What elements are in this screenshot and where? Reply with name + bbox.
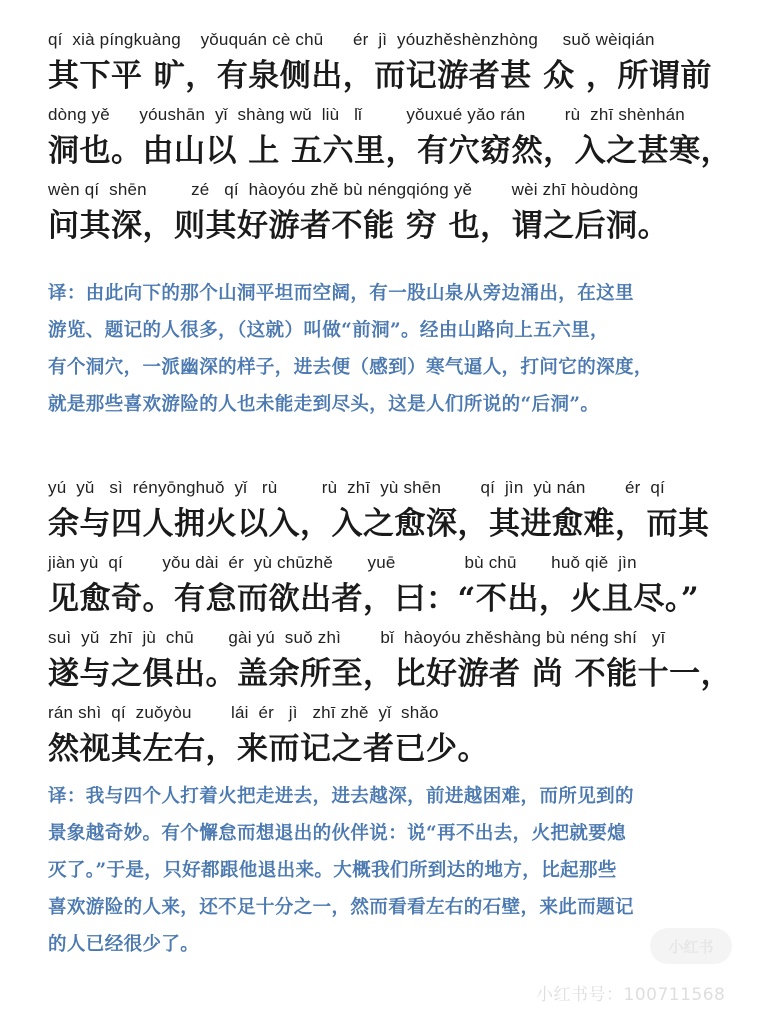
translation-line: 译：由此向下的那个山洞平坦而空阔，有一股山泉从旁边涌出，在这里 <box>48 283 634 304</box>
translation-line: 喜欢游险的人来，还不足十分之一，然而看看左右的石壁，来此而题记 <box>48 897 634 918</box>
pinyin-text: qí xià píngkuàng yǒuquán cè chū ér jì yóuzhěshènzhòng suǒ wèiqián <box>48 30 655 49</box>
translation-line: 就是那些喜欢游险的人也未能走到尽头，这是人们所说的“后洞”。 <box>48 394 600 415</box>
translation-line: 有个洞穴，一派幽深的样子，进去便（感到）寒气逼人，打问它的深度， <box>48 357 653 378</box>
pinyin-text: dòng yě yóushān yǐ shàng wǔ liù lǐ yǒuxué yǎo rán rù zhī shènhán <box>48 105 685 124</box>
watermark-logo: 小红书 <box>650 928 732 964</box>
pinyin-text: wèn qí shēn zé qí hàoyóu zhě bù néngqióng yě wèi zhī hòudòng <box>48 180 639 199</box>
translation-paragraph <box>48 275 738 423</box>
translation-line: 灭了。”于是，只好都跟他退出来。大概我们所到达的地方，比起那些 <box>48 860 617 881</box>
pinyin-text: rán shì qí zuǒyòu lái ér jì zhī zhě yǐ shǎo <box>48 703 439 722</box>
translation-line: 游览、题记的人很多，（这就）叫做“前洞”。经由山路向上五六里， <box>48 320 609 341</box>
pinyin-text: jiàn yù qí yǒu dài ér yù chūzhě yuē bù chū huǒ qiě jìn <box>48 553 637 572</box>
chinese-text: 见愈奇。有怠而欲出者，曰：“不出，火且尽。” <box>48 581 700 617</box>
chinese-text: 余与四人拥火以入，入之愈深，其进愈难，而其 <box>48 506 710 542</box>
chinese-text: 其下平 旷，有泉侧出，而记游者甚 众 ，所谓前 <box>48 58 712 94</box>
translation-line: 的人已经很少了。 <box>48 934 200 955</box>
translation-paragraph <box>48 778 738 963</box>
chinese-text: 遂与之俱出。盖余所至，比好游者 尚 不能十一， <box>48 656 733 692</box>
translation-line: 译：我与四个人打着火把走进去，进去越深，前进越困难，而所见到的 <box>48 786 634 807</box>
watermark-id: 小红书号：100711568 <box>536 985 726 1005</box>
pinyin-text: suì yǔ zhī jù chū gài yú suǒ zhì bǐ hàoyóu zhěshàng bù néng shí yī <box>48 628 666 647</box>
chinese-text: 然视其左右，来而记之者已少。 <box>48 731 489 767</box>
pinyin-text: yú yǔ sì rényōnghuǒ yǐ rù rù zhī yù shēn qí jìn yù nán ér qí <box>48 478 665 497</box>
translation-line: 景象越奇妙。有个懈怠而想退出的伙伴说：说“再不出去，火把就要熄 <box>48 823 627 844</box>
chinese-text: 洞也。由山以 上 五六里，有穴窈然，入之甚寒， <box>48 133 733 169</box>
chinese-text: 问其深，则其好游者不能 穷 也，谓之后洞。 <box>48 208 670 244</box>
